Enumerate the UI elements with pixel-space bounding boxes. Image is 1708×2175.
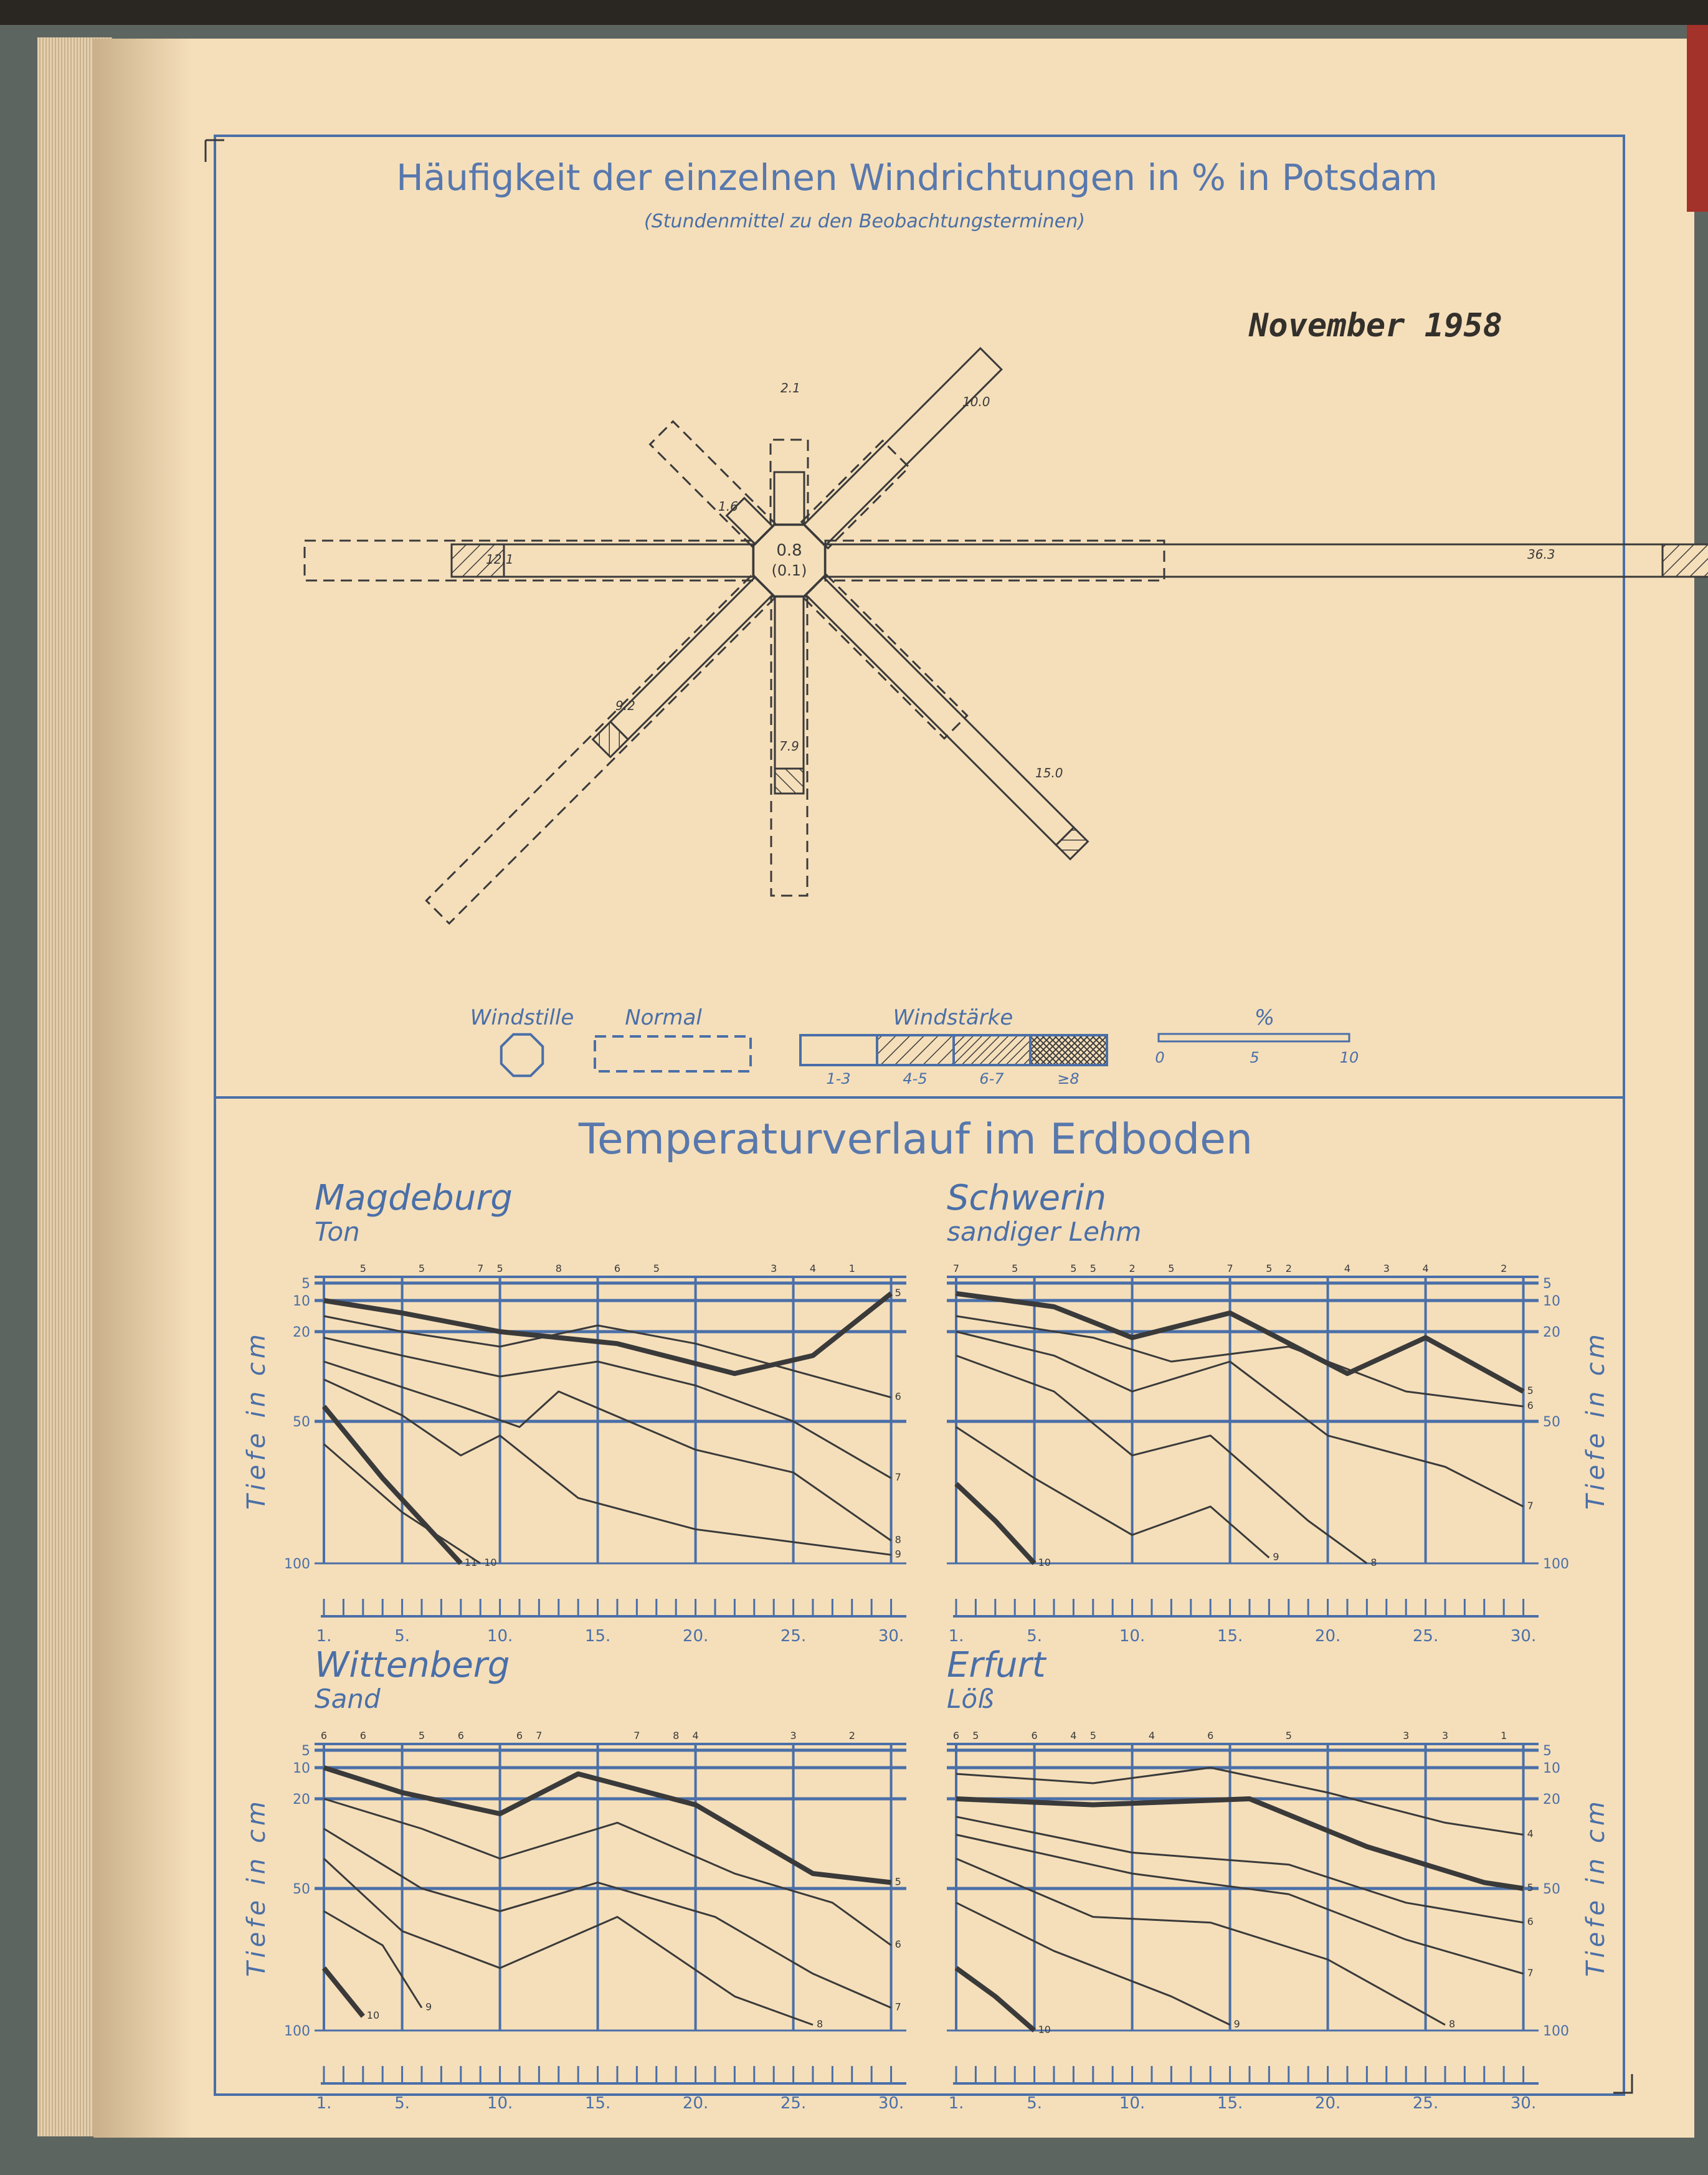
day-tick-label: 10. [1119,1627,1146,1646]
legend-calm-label: Windstille [470,1005,574,1030]
surface-temp-label: 6 [516,1730,523,1741]
day-tick-label: 20. [1314,1627,1341,1646]
isotherm-label: 5 [1527,1385,1534,1396]
isotherm-7 [956,1332,1524,1507]
depth-tick-label: 20 [293,1325,310,1340]
day-tick-label: 10. [486,2094,513,2113]
isotherm-8 [324,1362,891,1541]
isotherm-label: 4 [1527,1827,1534,1840]
legend-force-label: Windstärke [893,1005,1013,1030]
day-tick-label: 1. [948,2094,964,2113]
surface-temp-label: 2 [1501,1263,1507,1274]
surface-temp-label: 5 [653,1263,660,1274]
surface-temp-label: 3 [1403,1730,1410,1741]
surface-temp-label: 5 [418,1263,425,1274]
depth-tick-label: 50 [293,1414,310,1430]
legend-normal-label: Normal [625,1005,702,1030]
isotherm-7 [324,1829,891,2008]
day-tick-label: 5. [1027,2094,1043,2113]
wind-rose-title: Häufigkeit der einzelnen Windrichtungen in % in Potsdam [396,156,1438,199]
surface-temp-label: 2 [1285,1263,1292,1274]
legend-percent-label: % [1254,1005,1275,1030]
soil-panels [242,1178,1610,2113]
depth-axis-label: Tiefe in cm [1582,1330,1610,1510]
soil-panel-wittenberg [242,1645,906,2113]
depth-tick-label: 5 [1543,1276,1552,1292]
day-tick-label: 5. [1027,1627,1043,1646]
isotherm-label: 10 [1038,2024,1051,2035]
surface-temp-label: 4 [809,1263,817,1274]
legend-force-class-label: 4-5 [903,1070,928,1088]
isotherm-label: 6 [1527,1400,1534,1411]
wind-arm-se [804,575,1091,862]
soil-type: Löß [947,1684,994,1714]
legend-force-swatch [954,1035,1030,1065]
surface-temp-label: 4 [1422,1263,1429,1274]
surface-temp-label: 6 [1207,1730,1214,1741]
depth-tick-label: 50 [293,1882,310,1897]
legend-scale-tick: 0 [1155,1049,1165,1066]
legend-calm-octagon [501,1035,543,1076]
depth-axis-label: Tiefe in cm [1582,1798,1610,1977]
day-tick-label: 20. [682,1627,709,1646]
surface-temp-label: 4 [1344,1263,1351,1274]
soil-type: sandiger Lehm [947,1216,1142,1247]
value-label-nw: 1.6 [718,499,738,514]
isotherm-label: 10 [366,2009,380,2022]
wind-arm-ne [802,346,1004,548]
surface-temp-label: 6 [359,1730,366,1741]
day-tick-label: 25. [1412,1627,1439,1646]
surface-temp-label: 5 [496,1263,503,1274]
isotherm-10 [324,1968,363,2017]
surface-temp-label: 5 [1070,1263,1077,1274]
day-tick-label: 20. [1314,2094,1341,2113]
wind-arm-n [771,440,808,524]
isotherm-label: 8 [816,2017,823,2030]
soil-title: Temperaturverlauf im Erdboden [578,1115,1253,1164]
force-1-3-ne [804,348,1002,546]
force-1-3-sw [610,577,772,739]
day-tick-label: 1. [948,1627,964,1646]
soil-panel-schwerin [947,1178,1610,1646]
station-name: Erfurt [947,1645,1046,1685]
soil-type: Sand [315,1684,381,1714]
value-label-se: 15.0 [1035,765,1063,780]
isotherm-7 [956,1835,1524,1974]
isotherm-label: 6 [894,1938,901,1951]
day-tick-label: 30. [1510,1627,1537,1646]
station-name: Schwerin [947,1178,1107,1218]
isotherm-label: 6 [894,1390,901,1403]
depth-axis-label: Tiefe in cm [242,1798,271,1977]
day-tick-label: 10. [1119,2094,1146,2113]
isotherm-label: 5 [894,1875,901,1888]
surface-temp-label: 8 [673,1730,680,1741]
wind-rose-subtitle: (Stundenmittel zu den Beobachtungsterminen) [644,211,1085,232]
value-label-w: 12.1 [486,552,514,567]
surface-temp-label: 6 [952,1730,960,1741]
day-tick-label: 5. [394,2094,410,2113]
depth-tick-label: 50 [1543,1882,1560,1897]
depth-axis-label: Tiefe in cm [242,1330,271,1510]
isotherm-6 [956,1316,1524,1406]
surface-temp-label: 1 [848,1263,855,1274]
station-name: Magdeburg [315,1178,513,1218]
surface-temp-label: 5 [972,1730,979,1741]
isotherm-8 [956,1355,1367,1563]
day-tick-label: 1. [316,1627,332,1646]
surface-temp-label: 2 [848,1730,855,1741]
surface-temp-label: 5 [1168,1263,1175,1274]
isotherm-5 [956,1799,1524,1888]
surface-temp-label: 4 [1070,1730,1077,1741]
isotherm-9 [324,1912,422,2008]
isotherm-label: 7 [1527,1966,1534,1979]
depth-tick-label: 100 [284,2024,310,2039]
depth-tick-label: 5 [301,1276,310,1292]
surface-temp-label: 7 [952,1263,960,1274]
isotherm-label: 5 [1527,1882,1534,1893]
wind-rose [305,346,1708,924]
legend-scale-tick: 5 [1250,1049,1260,1066]
wind-legend [470,1005,1359,1088]
isotherm-label: 6 [1527,1915,1534,1928]
isotherm-5 [956,1294,1524,1391]
depth-tick-label: 5 [1543,1743,1552,1759]
surface-temp-label: 3 [1441,1730,1449,1741]
legend-force-swatch [800,1035,877,1065]
calm-normal-value: (0.1) [771,562,807,579]
day-tick-label: 1. [316,2094,332,2113]
surface-temp-label: 7 [477,1263,484,1274]
isotherm-10 [956,1484,1035,1563]
surface-temp-label: 1 [1501,1730,1507,1741]
soil-panel-erfurt [947,1645,1610,2113]
isotherm-label: 9 [894,1548,901,1560]
legend-force-swatch [1030,1035,1107,1065]
surface-temp-label: 6 [457,1730,464,1741]
depth-tick-label: 100 [1543,2024,1569,2039]
value-label-sw: 9.2 [615,698,635,713]
depth-tick-label: 100 [1543,1557,1569,1572]
isotherm-label: 7 [894,2001,901,2013]
surface-temp-label: 6 [1031,1730,1038,1741]
value-label-ne: 10.0 [962,394,990,409]
isotherm-10 [956,1968,1035,2030]
isotherm-11 [324,1406,461,1563]
wind-arm-e [825,541,1708,580]
isotherm-label: 7 [1527,1499,1534,1512]
day-tick-label: 30. [1510,2094,1537,2113]
isotherm-label: 9 [425,2001,432,2013]
wind-arm-nw [650,422,776,547]
surface-temp-label: 3 [790,1730,797,1741]
isotherm-label: 9 [1233,2017,1240,2030]
isotherm-label: 8 [1448,2017,1456,2030]
isotherm-label: 10 [484,1557,497,1568]
surface-temp-label: 4 [692,1730,699,1741]
isotherm-label: 9 [1273,1550,1279,1563]
force-4-5-e [1663,544,1708,577]
month-label: November 1958 [1249,307,1502,344]
soil-panel-magdeburg [242,1178,906,1646]
day-tick-label: 25. [1412,2094,1439,2113]
surface-temp-label: 6 [320,1730,328,1741]
legend-normal-box [595,1036,751,1071]
depth-tick-label: 10 [293,1294,310,1309]
soil-type: Ton [315,1216,360,1247]
surface-temp-label: 5 [1089,1263,1096,1274]
isotherm-label: 8 [1370,1557,1377,1568]
force-1-3-w [504,544,753,577]
wind-arm-w [305,541,753,580]
depth-tick-label: 10 [293,1761,310,1776]
calm-octagon [754,525,825,597]
depth-tick-label: 20 [1543,1325,1560,1340]
legend-force-class-label: 1-3 [826,1070,851,1088]
legend-force-class-label: 6-7 [979,1070,1004,1088]
calm-value: 0.8 [776,541,802,560]
day-tick-label: 15. [1217,1627,1243,1646]
surface-temp-label: 5 [1012,1263,1018,1274]
surface-temp-label: 3 [771,1263,777,1274]
isotherm-8 [956,1859,1445,2025]
isotherm-label: 8 [894,1533,901,1546]
surface-temp-label: 8 [555,1263,562,1274]
depth-tick-label: 20 [1543,1792,1560,1808]
depth-tick-label: 100 [284,1557,310,1572]
legend-percent-scale [1159,1034,1349,1041]
surface-temp-label: 7 [1226,1263,1233,1274]
surface-temp-label: 5 [1266,1263,1273,1274]
day-tick-label: 5. [394,1627,410,1646]
surface-temp-label: 7 [536,1730,543,1741]
day-tick-label: 25. [780,1627,807,1646]
day-tick-label: 20. [682,2094,709,2113]
isotherm-label: 5 [894,1286,901,1299]
wind-arm-sw [426,575,775,924]
force-1-3-n [774,472,804,524]
surface-temp-label: 6 [614,1263,621,1274]
surface-temp-label: 2 [1129,1263,1136,1274]
depth-tick-label: 10 [1543,1761,1560,1776]
isotherm-label: 11 [464,1557,478,1568]
surface-temp-label: 5 [1089,1730,1096,1741]
value-label-e: 36.3 [1527,547,1555,562]
depth-tick-label: 20 [293,1792,310,1808]
day-tick-label: 15. [1217,2094,1243,2113]
isotherm-9 [324,1380,891,1555]
isotherm-label: 10 [1038,1557,1051,1568]
day-tick-label: 15. [584,2094,611,2113]
day-tick-label: 10. [486,1627,513,1646]
legend-force-swatch [877,1035,954,1065]
day-tick-label: 25. [780,2094,807,2113]
surface-temp-label: 5 [418,1730,425,1741]
surface-temp-label: 4 [1148,1730,1155,1741]
depth-tick-label: 50 [1543,1414,1560,1430]
depth-tick-label: 10 [1543,1294,1560,1309]
value-label-s: 7.9 [779,739,799,754]
surface-temp-label: 7 [633,1730,640,1741]
station-name: Wittenberg [315,1645,510,1685]
isotherm-label: 7 [894,1471,901,1484]
force-1-3-se [806,577,1074,845]
day-tick-label: 15. [584,1627,611,1646]
legend-force-class-label: ≥8 [1057,1070,1079,1088]
legend-scale-tick: 10 [1339,1049,1359,1066]
surface-temp-label: 5 [1285,1730,1292,1741]
surface-temp-label: 3 [1383,1263,1390,1274]
day-tick-label: 30. [878,1627,904,1646]
isotherm-8 [324,1859,813,2025]
value-label-n: 2.1 [780,381,800,396]
surface-temp-label: 5 [359,1263,366,1274]
day-tick-label: 30. [878,2094,904,2113]
force-4-5-s [775,769,804,794]
depth-tick-label: 5 [301,1743,310,1759]
